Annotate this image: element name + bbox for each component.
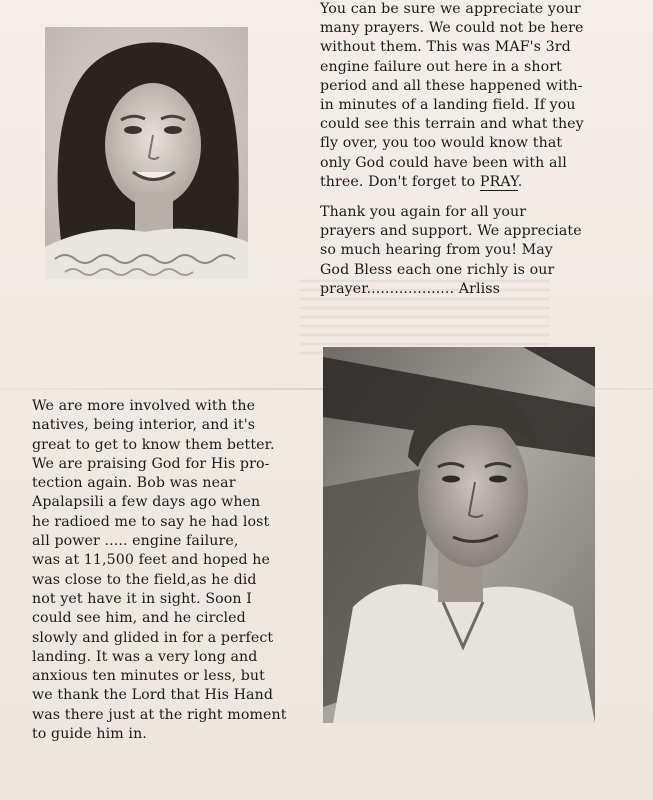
body-line-17: was there just at the right moment bbox=[32, 706, 287, 723]
thanks-line-4: God Bless each one richly is our bbox=[320, 261, 555, 278]
body-line-11: not yet have it in sight. Soon I bbox=[32, 590, 252, 607]
body-line-7: he radioed me to say he had lost bbox=[32, 513, 270, 530]
body-line-8: all power ..... engine failure, bbox=[32, 533, 239, 550]
bottom-paragraph bbox=[32, 397, 307, 744]
top-line-1: You can be sure we appreciate your bbox=[320, 1, 581, 17]
top-line-10-prefix: three. Don't forget to bbox=[320, 173, 480, 190]
man-portrait-photo bbox=[323, 347, 595, 723]
body-line-15: anxious ten minutes or less, but bbox=[32, 668, 265, 685]
body-line-4: We are praising God for His pro- bbox=[32, 455, 270, 472]
top-line-3: without them. This was MAF's 3rd bbox=[320, 39, 571, 56]
thanks-line-5: prayer................... Arliss bbox=[320, 280, 501, 297]
top-line-6: in minutes of a landing field. If you bbox=[320, 97, 576, 114]
body-line-1: We are more involved with the bbox=[32, 398, 256, 414]
body-line-13: slowly and glided in for a perfect bbox=[32, 629, 274, 646]
body-line-3: great to get to know them better. bbox=[32, 436, 275, 453]
body-line-6: Apalapsili a few days ago when bbox=[32, 494, 261, 511]
top-line-4: engine failure out here in a short bbox=[320, 58, 562, 75]
thanks-line-1: Thank you again for all your bbox=[320, 204, 527, 221]
girl-portrait-photo bbox=[45, 27, 248, 279]
body-line-10: was close to the field,as he did bbox=[32, 571, 257, 588]
top-line-8: fly over, you too would know that bbox=[320, 135, 563, 152]
pray-underlined-word: PRAY bbox=[479, 173, 518, 190]
top-line-7: could see this terrain and what they bbox=[320, 116, 584, 133]
top-line-5: period and all these happened with- bbox=[320, 77, 583, 94]
body-line-9: was at 11,500 feet and hoped he bbox=[32, 552, 271, 569]
body-line-16: we thank the Lord that His Hand bbox=[32, 687, 274, 704]
top-line-10-suffix: . bbox=[517, 173, 523, 190]
body-line-18: to guide him in. bbox=[32, 726, 147, 743]
body-line-5: tection again. Bob was near bbox=[32, 475, 236, 492]
thanks-line-3: so much hearing from you! May bbox=[320, 242, 553, 259]
body-line-12: could see him, and he circled bbox=[32, 610, 246, 627]
thanks-line-2: prayers and support. We appreciate bbox=[320, 223, 582, 240]
girl-portrait-image bbox=[45, 27, 248, 279]
top-line-2: many prayers. We could not be here bbox=[320, 20, 584, 37]
body-line-14: landing. It was a very long and bbox=[32, 648, 258, 665]
man-portrait-image bbox=[323, 347, 595, 723]
top-paragraphs bbox=[320, 0, 620, 299]
body-line-2: natives, being interior, and it's bbox=[32, 417, 256, 434]
top-line-9: only God could have been with all bbox=[320, 154, 567, 171]
top-line-10 bbox=[320, 173, 620, 192]
